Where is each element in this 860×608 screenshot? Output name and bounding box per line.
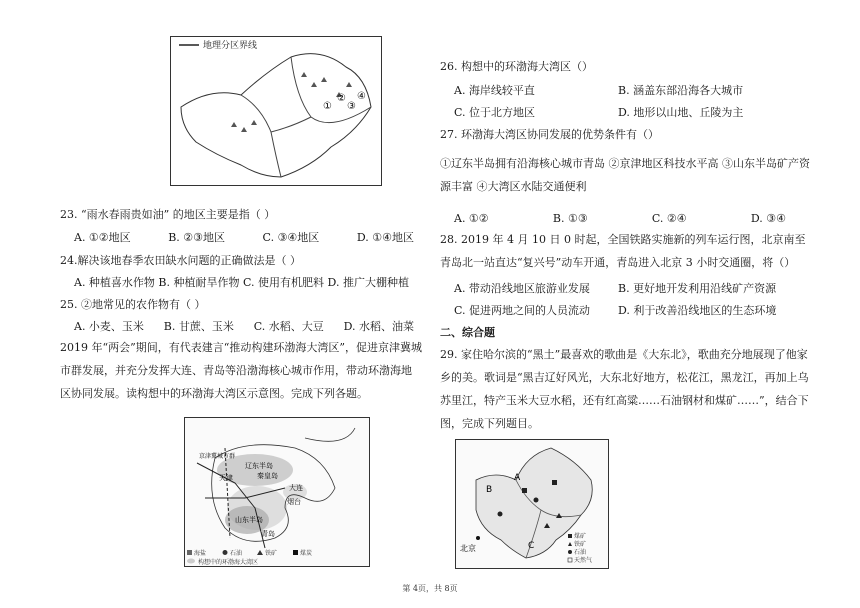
q23-option-a[interactable]: A. ①②地区 [74,231,131,244]
map-legend-label: 地理分区界线 [203,41,258,51]
q25-option-d[interactable]: D. 水稻、油菜 [343,320,414,333]
legend-bay-area: 构想中的环渤海大湾区 [198,559,259,566]
q25-option-a[interactable]: A. 小麦、玉米 [74,320,144,333]
map3-label-beijing: 北京 [460,544,476,553]
q27-option-b[interactable]: B. ①③ [552,212,588,225]
q25-stem: 25. ②地常见的农作物有（ ） [60,298,206,311]
q28-option-d[interactable]: D. 利于改善沿线地区的生态环境 [618,304,777,317]
q25-option-c[interactable]: C. 水稻、大豆 [253,320,324,333]
q29-stem: 29. 家住哈尔滨的“黑土”最喜欢的歌曲是《大东北》，歌曲充分地展现了他家乡的美。歌词是“黑吉辽好风光，大东北好地方，松花江，黑龙江，再加上乌苏里江，特产玉米大豆水稻，还有红高粱……石油钢材和煤矿……”，结合下图，完成下列题目。 [440,348,809,430]
region-map [171,37,381,185]
region-label-3: ③ [347,101,356,112]
map-label-liaodong: 辽东半岛 [245,462,273,470]
q26-option-a[interactable]: A. 海岸线较平直 [454,84,535,97]
map-label-qinhuangdao: 秦皇岛 [257,472,278,480]
q24-options[interactable]: A. 种植喜水作物 B. 种植耐旱作物 C. 使用有机肥料 D. 推广大棚种植 [74,276,409,289]
q28-option-b[interactable]: B. 更好地开发利用沿线矿产资源 [618,282,777,295]
q27-option-a[interactable]: A. ①② [454,212,489,225]
legend-iron: 铁矿 [265,550,278,557]
northeast-resource-map-figure [455,439,609,569]
q25-option-b[interactable]: B. 甘蔗、玉米 [163,320,234,333]
map-label-tianjin: 天津 [219,474,233,482]
map3-label-c: C [528,541,535,551]
q23-option-c[interactable]: C. ③④地区 [262,231,320,244]
q26-stem: 26. 构想中的环渤海大湾区（） [440,60,593,73]
bohai-bay-map [185,418,369,566]
map3-label-b: B [486,485,493,495]
q23-stem: 23. “雨水春雨贵如油” 的地区主要是指（ ） [60,208,276,221]
region-label-2: ② [337,93,346,104]
map-label-yantai: 烟台 [287,498,301,506]
q27-options [454,212,786,226]
map-label-dalian: 大连 [289,484,303,492]
reading-passage: 2019 年“两会”期间，有代表建言“推动构建环渤海大湾区”，促进京津冀城市群发展，并充分发挥大连、青岛等沿渤海核心城市作用，带动环渤海地区协同发展。读构想中的环渤海大湾区示意图。完成下列各题。 [60,341,422,400]
q23-options [74,231,414,245]
q26-option-c[interactable]: C. 位于北方地区 [454,106,536,119]
q23-option-b[interactable]: B. ②③地区 [168,231,226,244]
legend-sea-salt: 海盐 [194,550,207,557]
q28-stem: 28. 2019 年 4 月 10 日 0 时起，全国铁路实施新的列车运行图，北京南至青岛北一站直达“复兴号”动车开通，青岛进入北京 3 小时交通圈，将（） [440,233,806,269]
q27-statements: ①辽东半岛拥有沿海核心城市青岛 ②京津地区科技水平高 ③山东半岛矿产资源丰富 ④大湾区水陆交通便利 [440,157,810,193]
map-label-qingdao: 青岛 [261,530,275,538]
map-label-shandong: 山东半岛 [235,516,263,524]
map3-legend-gas: 天然气 [574,557,593,564]
legend-oil: 石油 [230,550,243,557]
q28-option-c[interactable]: C. 促进两地之间的人员流动 [454,304,591,317]
q25-options [74,320,414,334]
region-label-4: ④ [357,91,366,102]
map-label-jingjinji: 京津冀城市群 [199,453,236,460]
region-label-1: ① [323,101,332,112]
map3-legend-oil: 石油 [574,549,587,556]
q26-option-d[interactable]: D. 地形以山地、丘陵为主 [618,106,744,119]
region-map-figure [170,36,382,186]
q27-stem: 27. 环渤海大湾区协同发展的优势条件有（） [440,128,659,141]
q24-stem: 24.解决该地春季农田缺水问题的正确做法是（ ） [60,254,301,267]
map3-legend-iron: 铁矿 [574,541,587,548]
map3-legend-coal: 煤矿 [574,533,587,540]
q27-option-d[interactable]: D. ③④ [750,212,786,225]
q23-option-d[interactable]: D. ①④地区 [356,231,414,244]
q28-option-a[interactable]: A. 带动沿线地区旅游业发展 [454,282,590,295]
legend-coal: 煤炭 [300,550,313,557]
bohai-bay-map-figure [184,417,370,567]
section-heading: 二、综合题 [440,326,495,339]
q26-option-b[interactable]: B. 涵盖东部沿海各大城市 [618,84,744,97]
q27-option-c[interactable]: C. ②④ [651,212,687,225]
map3-label-a: A [514,473,521,483]
northeast-resource-map [456,440,608,568]
page-footer: 第 4页，共 8页 [402,584,458,593]
